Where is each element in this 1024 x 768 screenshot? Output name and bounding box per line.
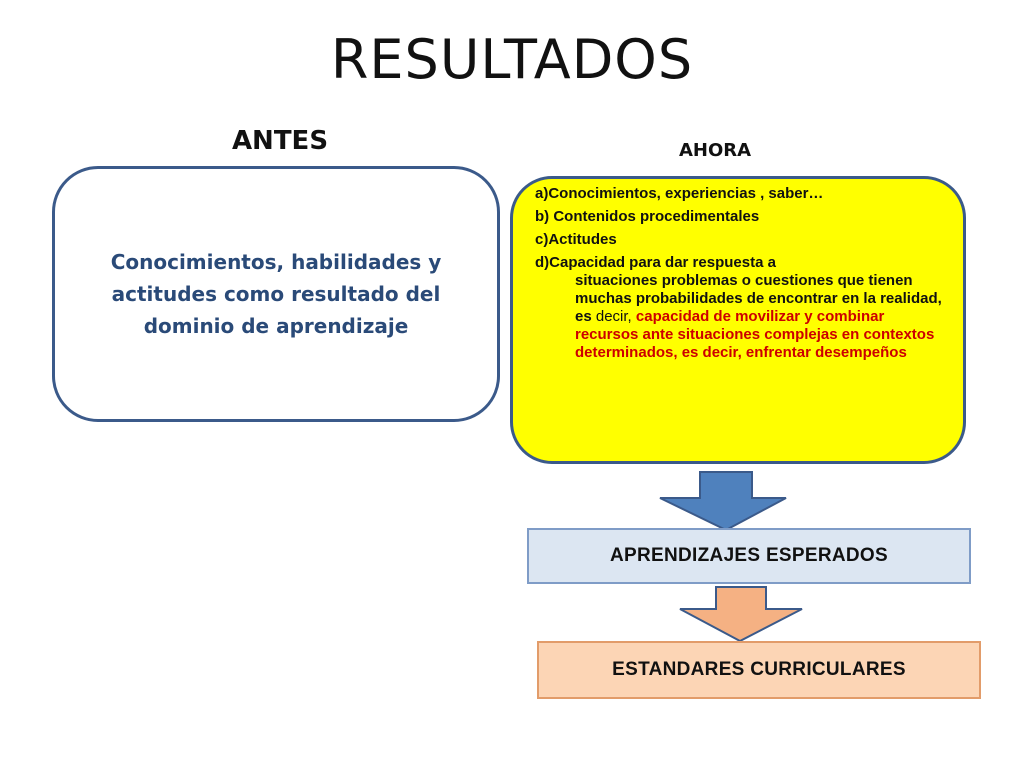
ahora-item-d-detail [535,272,943,362]
arrow-down-blue-icon [654,470,790,532]
ahora-heading: AHORA [678,140,752,161]
aprendizajes-esperados-box: APRENDIZAJES ESPERADOS [527,528,971,584]
antes-box-text: Conocimientos, habilidades y actitudes como resultado del dominio de aprendizaje [110,250,442,338]
antes-box [52,166,500,422]
ahora-item-d-first: d)Capacidad para dar respuesta a [535,254,776,271]
ahora-item-d [535,254,943,362]
ahora-box [510,176,966,464]
estandares-curriculares-box: ESTANDARES CURRICULARES [537,641,981,699]
arrow-down-orange-icon [676,585,808,643]
ahora-item-d-bold: situaciones problemas o cuestiones que tienen muchas probabilidades de encontrar en la realidad, es [575,272,942,325]
ahora-item-d-normal: decir, [591,308,632,325]
antes-heading: ANTES [231,126,329,156]
ahora-item-b: b) Contenidos procedimentales [535,208,760,225]
slide-title: RESULTADOS [330,28,694,91]
ahora-item-c: c)Actitudes [535,231,617,248]
ahora-item-d-red: capacidad de movilizar y combinar recursos ante situaciones complejas en contextos determinados, es decir, enfrentar desempeños [575,308,935,361]
ahora-item-a: a)Conocimientos, experiencias , saber… [535,185,824,202]
ahora-list [535,185,943,362]
